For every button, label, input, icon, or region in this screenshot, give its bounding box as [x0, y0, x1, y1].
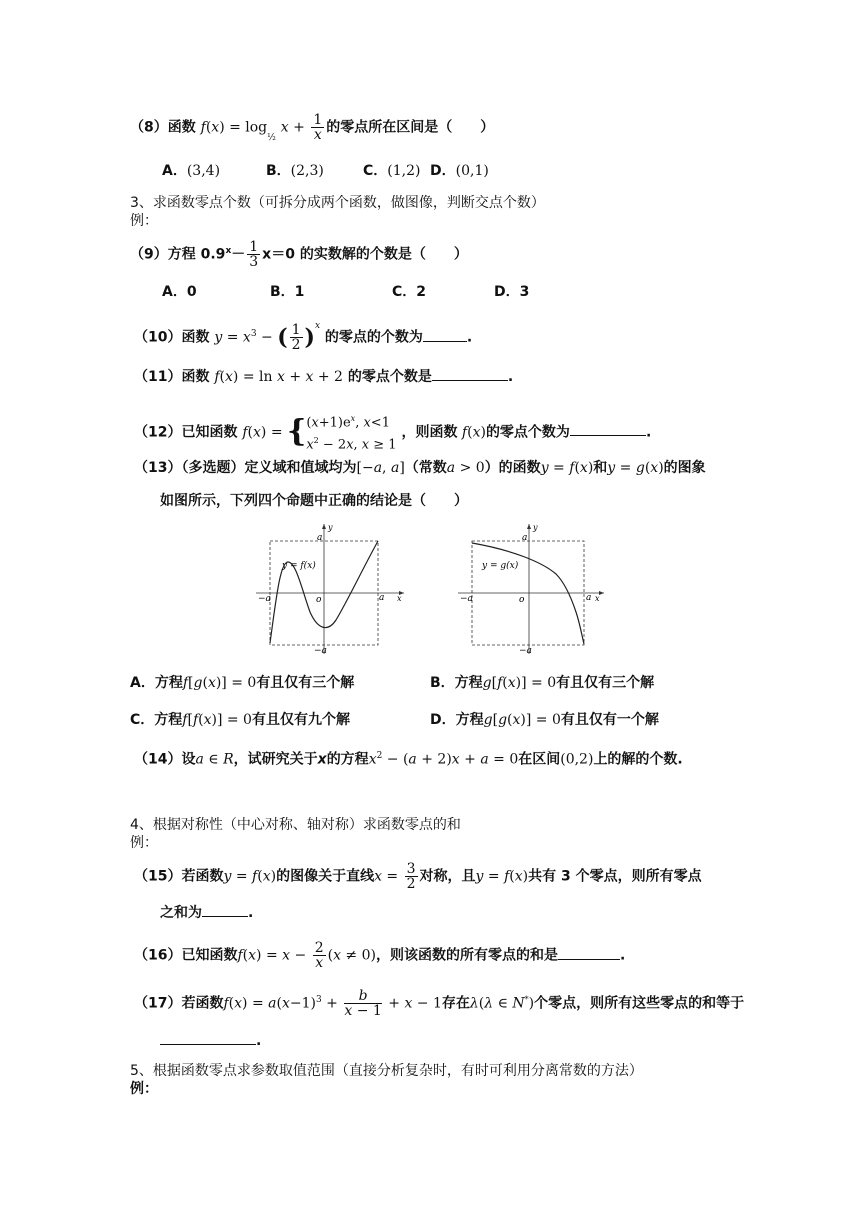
question-15: （15）若函数y = f(x)的图像关于直线x = $\frac{3}{2}$ 对称，且y = f(x)共有 3 个零点，则所有零点	[134, 861, 702, 892]
question-9: （9）方程 $0.9^x-$ $\frac{1}{3}$ x＝0 的实数解的个数是（ ）	[130, 239, 468, 270]
question-11: （11）函数 f(x) = ln x + x + 2 的零点个数是 .	[134, 366, 513, 387]
question-14: （14）设a ∈ R，试研究关于x的方程$x^2 - (a + 2)x + a = 0$在区间(0,2)上的解的个数.	[134, 751, 683, 768]
q9-option-a[interactable]: A．0	[162, 284, 197, 300]
q8-option-d[interactable]: D．(0,1)	[430, 163, 489, 179]
q13-option-c[interactable]: C．方程f[f(x)] = 0有且仅有九个解	[130, 712, 350, 728]
graph-f	[252, 520, 412, 656]
q8-option-b[interactable]: B．(2,3)	[266, 163, 324, 179]
question-15-line2: 之和为 .	[160, 902, 253, 923]
question-12: （12）已知函数 f(x) = { $(x+1)e^x$, x<1 $x^2 - 2x$, x ≥ 1 ，则函数 f(x)的零点个数为 .	[134, 414, 652, 453]
graph-g-curve	[472, 543, 584, 644]
graph-g-a-right: a	[586, 593, 592, 603]
graph-g-origin: o	[519, 595, 525, 605]
question-13: （13）（多选题）定义域和值域均为[−a, a]（常数a > 0）的函数y = f(x)和y = g(x)的图象	[134, 460, 706, 476]
q8-option-c[interactable]: C．(1,2)	[363, 163, 421, 179]
graph-g-neg-a-bottom: −a	[519, 646, 532, 656]
graph-f-neg-a-bottom: −a	[314, 646, 327, 656]
graph-f-a-right: a	[379, 593, 385, 603]
graph-f-origin: o	[316, 595, 322, 605]
section-3-example: 例：	[130, 213, 158, 229]
question-16: （16）已知函数f(x) = x − $\frac{2}{x}$ (x ≠ 0)，则该函数的所有零点的和是 .	[134, 940, 626, 971]
question-13-line2: 如图所示，下列四个命题中正确的结论是（ ）	[160, 493, 468, 509]
section-3-title: 3、求函数零点个数（可拆分成两个函数，做图像，判断交点个数）	[130, 195, 545, 211]
graph-f-a-top: a	[317, 533, 323, 543]
graph-f-y-label: y	[328, 523, 333, 532]
question-8: （8）函数 $f(x) = \log_{\frac{1}{2}} x$ + $\frac{1}{x}$ 的零点所在区间是（ ）	[130, 112, 495, 143]
q8-option-a[interactable]: A．(3,4)	[162, 163, 221, 179]
q9-option-c[interactable]: C．2	[392, 284, 427, 300]
graph-g-y-label: y	[533, 523, 538, 532]
section-4-example: 例：	[130, 835, 158, 851]
question-17-line2: .	[160, 1030, 261, 1051]
graph-g-x-label: x	[595, 594, 600, 603]
q13-option-a[interactable]: A．方程f[g(x)] = 0有且仅有三个解	[130, 675, 355, 691]
section-5-title: 5、根据函数零点求参数取值范围（直接分析复杂时，有时可利用分离常数的方法）	[130, 1063, 643, 1079]
section-4-title: 4、根据对称性（中心对称、轴对称）求函数零点的和	[130, 817, 461, 833]
graph-g	[452, 520, 612, 656]
question-10: （10）函数 $y = x^3$ − ( $\frac{1}{2}$ )$^x$ 的零点的个数为 .	[134, 320, 473, 353]
graph-g-label: y = g(x)	[482, 561, 519, 571]
q9-option-b[interactable]: B．1	[270, 284, 305, 300]
section-5-example: 例：	[130, 1081, 158, 1097]
graph-f-neg-a-left: −a	[258, 594, 271, 604]
question-17: （17）若函数$f(x) = a(x-1)^3$ + $\frac{b}{x - 1}$ + x − 1存在λ(λ ∈ N*)个零点，则所有这些零点的和等于	[134, 988, 745, 1019]
graph-f-x-label: x	[397, 594, 402, 603]
q9-option-d[interactable]: D．3	[494, 284, 530, 300]
q13-option-d[interactable]: D．方程g[g(x)] = 0有且仅有一个解	[430, 712, 659, 728]
q13-option-b[interactable]: B．方程g[f(x)] = 0有且仅有三个解	[430, 675, 655, 691]
graph-g-neg-a-left: −a	[460, 594, 473, 604]
graph-f-label: y = f(x)	[282, 561, 316, 571]
graph-g-a-top: a	[522, 533, 528, 543]
